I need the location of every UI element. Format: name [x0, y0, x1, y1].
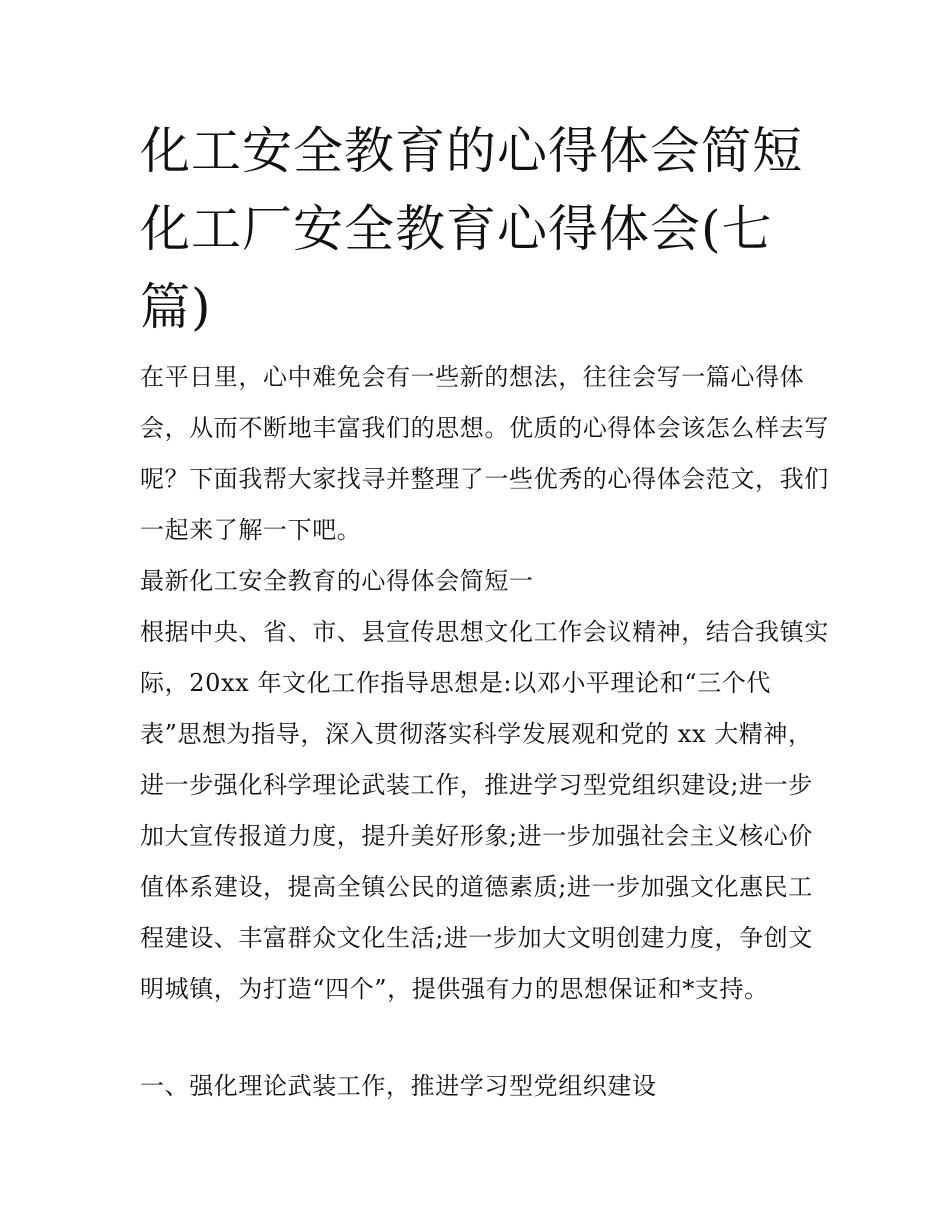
- intro-paragraph: 在平日里，心中难免会有一些新的想法，往往会写一篇心得体会，从而不断地丰富我们的思想。优质的心得体会该怎么样去写呢？下面我帮大家找寻并整理了一些优秀的心得体会范文，我们一起来了解一下吧。: [140, 363, 829, 544]
- section-heading: 一、强化理论武装工作，推进学习型党组织建设: [140, 1072, 657, 1100]
- body-paragraph: 根据中央、省、市、县宣传思想文化工作会议精神，结合我镇实际，20xx 年文化工作指导思想是:以邓小平理论和“三个代表”思想为指导，深入贯彻落实科学发展观和党的 xx 大精神，进一步强化科学理论武装工作，推进学习型党组织建设;进一步加大宣传报道力度，提升美好形象;进一步加强社会主义核心价值体系建设，提高全镇公民的道德素质;进一步加强文化惠民工程建设、丰富群众文化生活;进一步加大文明创建力度，争创文明城镇，为打造“四个”，提供强有力的思想保证和*支持。: [140, 618, 829, 1003]
- article-subheading: 最新化工安全教育的心得体会简短一: [140, 567, 534, 595]
- document-title: 化工安全教育的心得体会简短 化工厂安全教育心得体会(七篇): [140, 122, 803, 336]
